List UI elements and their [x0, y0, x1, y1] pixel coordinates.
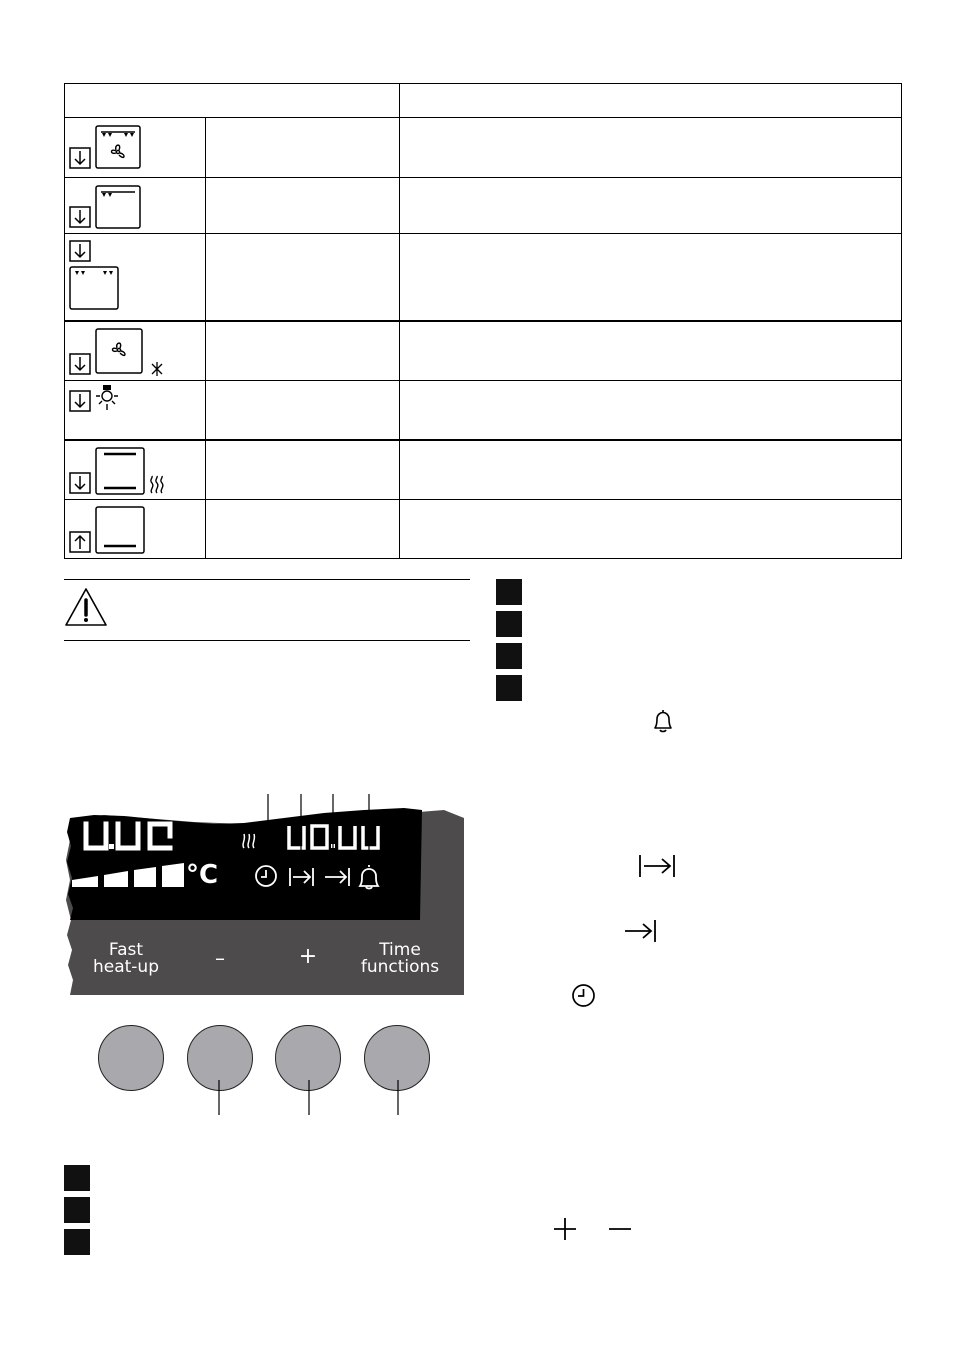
keep-warm-icon [95, 447, 167, 497]
time-functions-label: Time functions [360, 940, 440, 977]
step-number-2 [496, 611, 522, 637]
bottom-heat-icon [95, 506, 145, 554]
legend-number-3 [64, 1229, 90, 1255]
table-row [64, 178, 902, 233]
down-arrow-icon [69, 472, 91, 494]
grill-icon [69, 266, 119, 310]
step-number-3 [496, 643, 522, 669]
warning-bottom-rule [64, 640, 470, 641]
down-arrow-icon [69, 390, 91, 412]
up-arrow-icon [69, 531, 91, 553]
temperature-unit: °C [186, 860, 219, 890]
step-number-1 [496, 579, 522, 605]
knob-callout-lines [200, 1075, 420, 1120]
bell-icon [651, 708, 675, 734]
down-arrow-icon [69, 240, 91, 262]
step-number-4 [496, 675, 522, 701]
control-panel [64, 790, 468, 1005]
table-row [64, 500, 902, 558]
defrost-icon [95, 328, 167, 378]
conventional-top-heat-icon [95, 185, 141, 229]
minus-icon [608, 1217, 632, 1241]
fast-heat-up-label: Fast heat-up [92, 940, 160, 977]
legend-number-1 [64, 1165, 90, 1191]
table-row [64, 322, 902, 380]
true-fan-cooking-icon [95, 125, 141, 169]
down-arrow-icon [69, 206, 91, 228]
clock-icon [571, 983, 596, 1008]
table-row [64, 441, 902, 499]
table-row [64, 234, 902, 320]
down-arrow-icon [69, 353, 91, 375]
lamp-icon [94, 383, 120, 413]
duration-icon [638, 853, 676, 879]
oven-function-table [64, 83, 902, 559]
fast-heat-up-button[interactable] [98, 1025, 164, 1091]
legend-number-2 [64, 1197, 90, 1223]
end-icon [623, 918, 657, 944]
warning-triangle-icon [63, 586, 109, 628]
plus-icon [553, 1217, 577, 1241]
warning-top-rule [64, 579, 470, 580]
minus-label: – [215, 946, 225, 970]
table-row [64, 381, 902, 439]
plus-label: + [298, 944, 318, 969]
down-arrow-icon [69, 147, 91, 169]
table-row [64, 118, 902, 177]
